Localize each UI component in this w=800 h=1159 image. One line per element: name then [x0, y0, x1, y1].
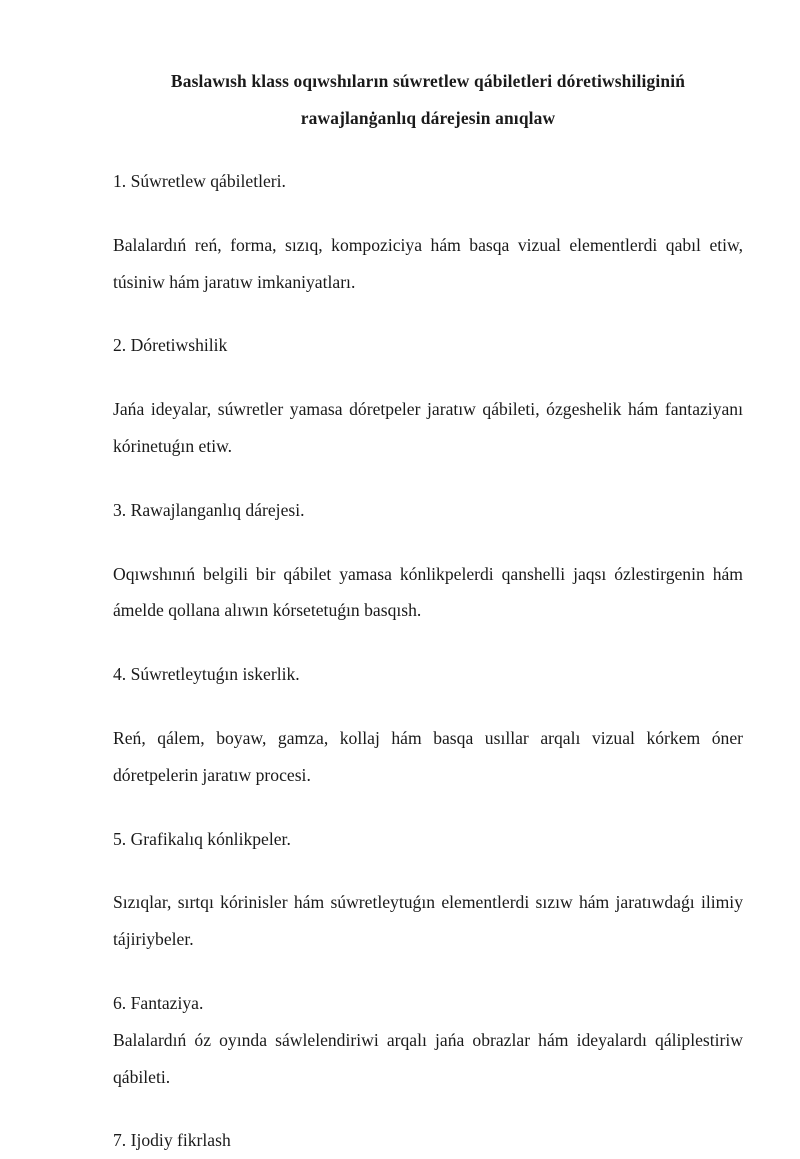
section-7	[113, 1122, 743, 1159]
section-1-body: Balalardıń reń, forma, sızıq, kompoziciya hám basqa vizual elementlerdi qabıl etiw, túsiniw hám jaratıw imkaniyatları.	[113, 234, 743, 292]
section-5-heading: 5. Grafikalıq kónlikpeler.	[113, 828, 291, 849]
section-3-heading: 3. Rawajlanganlıq dárejesi.	[113, 499, 305, 520]
section-3	[113, 492, 743, 629]
section-3-body: Oqıwshınıń belgili bir qábilet yamasa kónlikpelerdi qanshelli jaqsı ózlestirgenin hám ámelde qollana alıwın kórsetetuǵın basqısh.	[113, 563, 743, 621]
section-5	[113, 821, 743, 958]
section-2-heading: 2. Dóretiwshilik	[113, 335, 228, 356]
section-2	[113, 327, 743, 464]
section-1	[113, 163, 743, 300]
section-6	[113, 985, 743, 1095]
title-line-2: rawajlanġanlıq dárejesin anıqlaw	[300, 107, 556, 128]
section-6-heading: 6. Fantaziya.	[113, 992, 204, 1013]
section-4-heading: 4. Súwretleytuǵın iskerlik.	[113, 664, 300, 685]
document-title	[113, 0, 743, 136]
section-5-body: Sızıqlar, sırtqı kórinisler hám súwretleytuǵın elementlerdi sızıw hám jaratıwdaǵı ilimiy tájiriybeler.	[113, 892, 743, 950]
title-line-1: Baslawısh klass oqıwshıların súwretlew qábiletleri dóretiwshiliginiń	[170, 71, 686, 91]
section-4-body: Reń, qálem, boyaw, gamza, kollaj hám basqa usıllar arqalı vizual kórkem óner dóretpelerin jaratıw procesi.	[113, 727, 743, 785]
section-4	[113, 656, 743, 793]
section-1-heading: 1. Súwretlew qábiletleri.	[113, 171, 286, 191]
section-7-heading: 7. Ijodiy fikrlash	[113, 1130, 231, 1151]
section-2-body: Jańa ideyalar, súwretler yamasa dóretpeler jaratıw qábileti, ózgeshelik hám fantaziyanı kórinetuǵın etiw.	[113, 399, 743, 456]
section-6-body: Balalardıń óz oyında sáwlelendiriwi arqalı jańa obrazlar hám ideyalardı qáliplestiriw qábileti.	[113, 1029, 743, 1087]
document-content	[113, 0, 743, 1159]
